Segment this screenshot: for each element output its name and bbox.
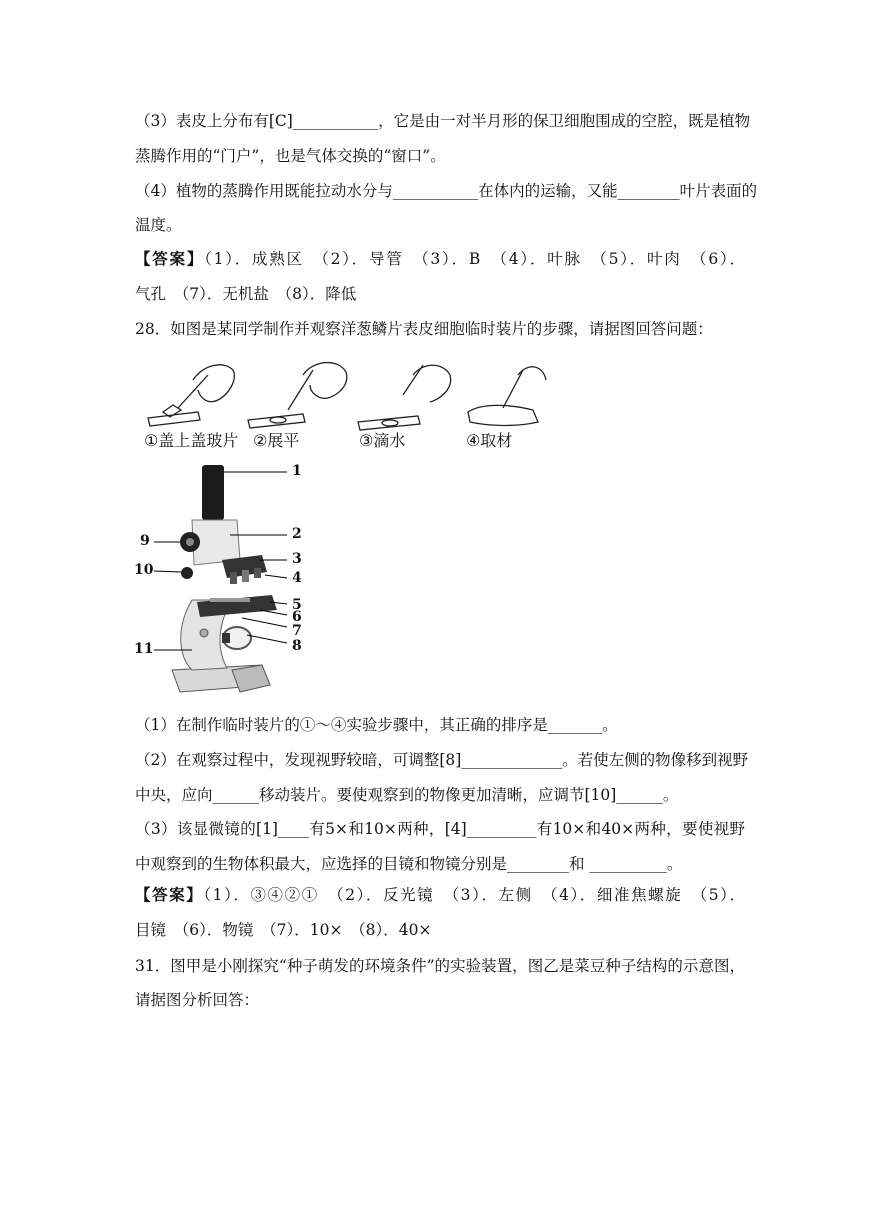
line-1: （3）表皮上分布有[C]___________，它是由一对半月形的保卫细胞围成的空腔，既是植物 xyxy=(135,112,751,130)
microscope-figure xyxy=(132,460,312,700)
step-label-2: ②展平 xyxy=(253,431,300,450)
line-4: 温度。 xyxy=(135,216,182,234)
micro-label-7: 7 xyxy=(292,623,302,639)
micro-label-6: 6 xyxy=(292,609,302,625)
answer-2 xyxy=(135,884,745,906)
micro-label-2: 2 xyxy=(292,526,302,542)
answer-label: 【答案】 xyxy=(135,885,204,904)
micro-label-3: 3 xyxy=(292,551,302,567)
answer-1 xyxy=(135,248,745,270)
q28-1: （1）在制作临时装片的①～④实验步骤中，其正确的排序是_______。 xyxy=(135,716,618,734)
answer-text: （1）．③④②① （2）．反光镜 （3）．左侧 （4）．细准焦螺旋 （5）． xyxy=(203,886,745,904)
step-label-3: ③滴水 xyxy=(359,431,406,450)
question-28: 28．如图是某同学制作并观察洋葱鳞片表皮细胞临时装片的步骤，请据图回答问题： xyxy=(135,320,713,338)
question-31: 31．图甲是小刚探究“种子萌发的环境条件”的实验装置，图乙是菜豆种子结构的示意图， xyxy=(135,957,745,975)
micro-label-8: 8 xyxy=(292,638,302,654)
micro-label-4: 4 xyxy=(292,570,302,586)
line-3: （4）植物的蒸腾作用既能拉动水分与___________在体内的运输，又能________叶片表面的 xyxy=(135,182,758,200)
answer-1-cont: 气孔 （7）．无机盐 （8）．降低 xyxy=(135,285,357,303)
answer-label: 【答案】 xyxy=(135,249,205,268)
question-31-cont: 请据图分析回答： xyxy=(135,991,260,1009)
micro-label-10: 10 xyxy=(134,562,154,578)
micro-label-11: 11 xyxy=(134,641,154,657)
line-2: 蒸腾作用的“门户”，也是气体交换的“窗口”。 xyxy=(135,147,446,165)
q28-2a: （2）在观察过程中，发现视野较暗，可调整[8]_____________。若使左侧的物像移到视野 xyxy=(135,751,749,769)
q28-2b: 中央，应向______移动装片。要使观察到的物像更加清晰，应调节[10]______。 xyxy=(135,786,679,804)
micro-label-9: 9 xyxy=(140,533,150,549)
answer-text: （1）．成熟区 （2）．导管 （3）．B （4）．叶脉 （5）．叶肉 （6）． xyxy=(204,250,745,268)
q28-3b: 中观察到的生物体积最大，应选择的目镜和物镜分别是________和 __________。 xyxy=(135,855,683,873)
micro-label-5: 5 xyxy=(292,597,302,613)
answer-2-cont: 目镜 （6）．物镜 （7）．10× （8）．40× xyxy=(135,921,432,939)
micro-label-1: 1 xyxy=(292,463,302,479)
step-label-4: ④取材 xyxy=(466,431,513,450)
q28-3a: （3）该显微镜的[1]____有5×和10×两种，[4]_________有10×和40×两种，要使视野 xyxy=(135,820,745,838)
step-label-1: ①盖上盖玻片 xyxy=(144,431,239,450)
